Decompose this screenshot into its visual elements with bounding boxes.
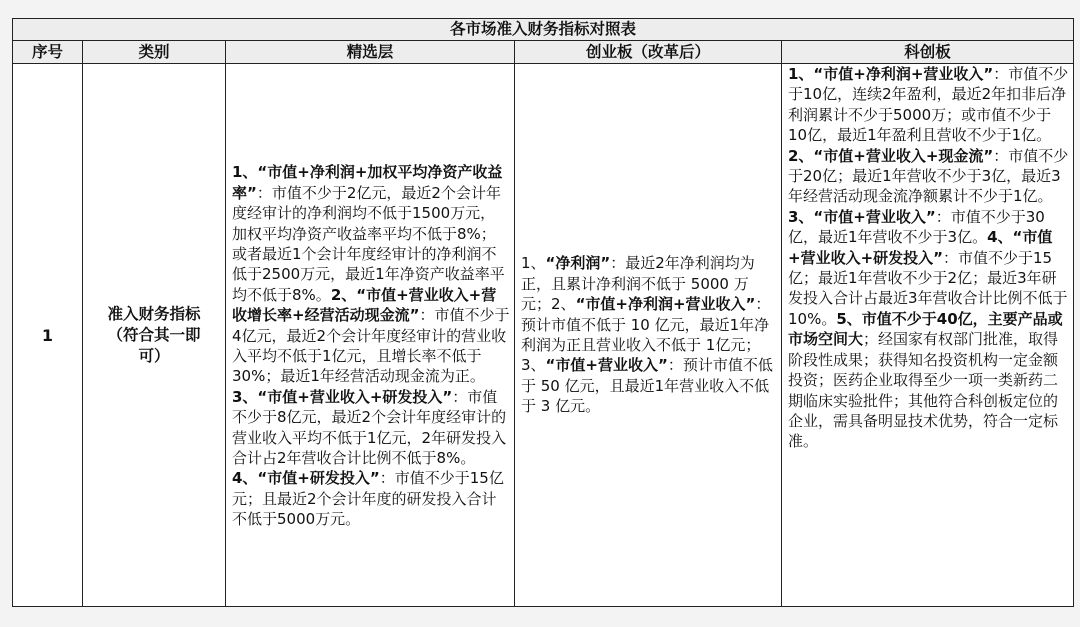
row-category xyxy=(83,64,226,607)
select-tier-item-1-text: ：市值不少于2亿元，最近2个会计年度经审计的净利润均不低于1500万元，加权平均净资产收益率平均不低于8%；或者最近1个会计年度经审计的净利润不低于2500万元，最近1年净资产收益率平均不低于8%。 xyxy=(232,183,505,304)
chinext-item-1-text: ：最近2年净利润均为正，且累计净利润不低于 5000 万元； xyxy=(521,254,755,314)
star-market-item-5-text: ；经国家有权部门批准，取得阶段性成果；获得知名投资机构一定金额投资；医药企业取得至少一项一类新药二期临床实验批件；其他符合科创板定位的企业，需具备明显技术优势，符合一定标准。 xyxy=(788,330,1059,451)
select-tier-criteria xyxy=(226,64,515,607)
select-tier-item-2-heading: 2、“市值+营业收入+营收增长率+经营活动现金流” xyxy=(232,285,497,325)
table-row xyxy=(13,64,1074,607)
chinext-item-2-text: ：预计市值不低于 10 亿元，最近1年净利润为正且营业收入不低于 1亿元； xyxy=(521,295,771,354)
header-row xyxy=(13,41,1074,64)
star-market-item-5-heading: 5、市值不少于40亿，主要产品或市场空间大 xyxy=(788,309,1063,349)
star-market-item-4-heading: 4、“市值+营业收入+研发投入” xyxy=(788,228,1053,267)
select-tier-item-4-text: ：市值不少于15亿元；且最近2个会计年度的研发投入合计不低于5000万元。 xyxy=(232,469,504,529)
header-select-tier: 精选层 xyxy=(226,41,515,64)
select-tier-item-1-heading: 1、“市值+净利润+加权平均净资产收益率” xyxy=(232,163,503,202)
chinext-item-2-prefix: 2、 xyxy=(551,295,576,314)
star-market-item-1-heading: 1、“市值+净利润+营业收入” xyxy=(788,65,994,83)
header-number: 序号 xyxy=(13,41,83,64)
star-market-text xyxy=(782,64,1073,452)
header-star-market: 科创板 xyxy=(782,41,1074,64)
header-category: 类别 xyxy=(83,41,226,64)
star-market-item-3-heading: 3、“市值+营业收入” xyxy=(788,207,936,226)
select-tier-text xyxy=(226,140,514,529)
chinext-item-2-heading: “市值+净利润+营业收入” xyxy=(575,295,756,314)
select-tier-item-4-heading: 4、“市值+研发投入” xyxy=(232,469,380,488)
chinext-item-1-prefix: 1、 xyxy=(521,254,546,273)
star-market-item-1-text: ：市值不少于10亿，连续2年盈利，最近2年扣非后净利润累计不少于5000万；或市值不少于10亿，最近1年盈利且营收不少于1亿。 xyxy=(788,65,1069,145)
chinext-criteria xyxy=(515,64,782,607)
star-market-item-2-text: ：市值不少于20亿；最近1年营收不少于3亿，最近3年经营活动现金流净额累计不少于1亿。 xyxy=(788,146,1069,206)
chinext-item-3-heading: “市值+营业收入” xyxy=(545,356,668,375)
comparison-table xyxy=(12,18,1074,607)
category-line-1: 准入财务指标 xyxy=(107,304,201,323)
chinext-item-1-heading: “净利润” xyxy=(545,254,611,273)
select-tier-item-3-heading: 3、“市值+营业收入+研发投入” xyxy=(232,387,453,406)
select-tier-item-2-text: ：市值不少于4亿元，最近2个会计年度经审计的营业收入平均不低于1亿元，且增长率不低于30%；最近1年经营活动现金流为正。 xyxy=(232,306,510,386)
star-market-item-3-text: ：市值不少于30亿，最近1年营收不少于3亿。 xyxy=(788,207,1045,247)
star-market-criteria xyxy=(782,64,1074,607)
chinext-item-3-text: ：预计市值不低于 50 亿元，且最近1年营业收入不低于 3 亿元。 xyxy=(521,356,773,416)
category-line-3: 可） xyxy=(138,346,170,365)
star-market-item-4-text: ：市值不少于15亿；最近1年营收不少于2亿；最近3年研发投入合计占最近3年营收合计比例不低于10%。 xyxy=(788,248,1068,328)
chinext-item-3-prefix: 3、 xyxy=(521,356,546,375)
chinext-text xyxy=(515,253,781,416)
header-chinext: 创业板（改革后） xyxy=(515,41,782,64)
category-line-2: （符合其一即 xyxy=(107,325,201,344)
table-title: 各市场准入财务指标对照表 xyxy=(13,19,1074,41)
row-number: 1 xyxy=(13,64,83,607)
star-market-item-2-heading: 2、“市值+营业收入+现金流” xyxy=(788,146,994,165)
select-tier-item-3-text: ：市值不少于8亿元，最近2个会计年度经审计的营业收入平均不低于1亿元，2年研发投入合计占2年营收合计比例不低于8%。 xyxy=(232,387,507,468)
